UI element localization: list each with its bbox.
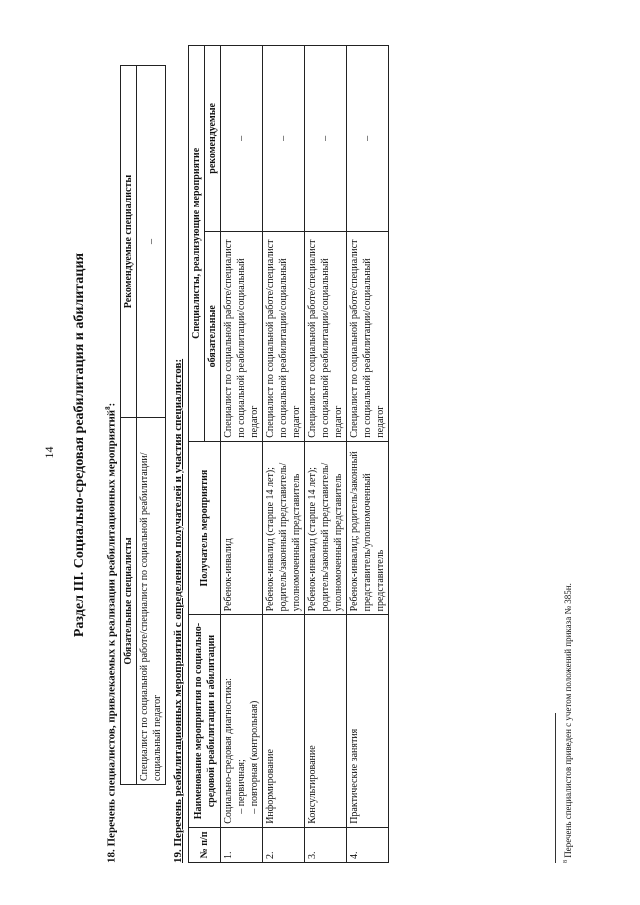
table-row (305, 46, 347, 863)
activities-table (188, 45, 389, 863)
row-activity-name: Консультирование (305, 615, 347, 827)
footnote-mark: 8 (563, 860, 569, 863)
footnote-divider (555, 713, 556, 863)
table-row (137, 66, 166, 785)
row-recipient: Ребенок-инвалид; родитель/законный представитель/уполномоченный представитель (347, 441, 389, 615)
row-activity-name: Практические занятия (347, 615, 389, 827)
section-title: Раздел III. Социально-средовая реабилитация и абилитация (72, 252, 87, 638)
row-activity-name: Информирование (263, 615, 305, 827)
header-recommended: рекомендуемые (205, 46, 221, 232)
page-number: 14 (42, 446, 56, 459)
activity-title: Социально-средовая диагностика: (223, 678, 234, 824)
footnote (563, 263, 573, 863)
row-recipient: Ребенок-инвалид (старше 14 лет); родитель/законный представитель/уполномоченный представитель (263, 441, 305, 615)
activity-subitem: – первичная; (236, 759, 247, 814)
row-recommended: – (221, 46, 263, 232)
heading-18 (104, 43, 118, 863)
row-recipient: Ребенок-инвалид (221, 441, 263, 615)
specialists-table (120, 65, 166, 785)
row-recommended: – (347, 46, 389, 232)
row-recommended: – (305, 46, 347, 232)
table-header-row (189, 46, 205, 863)
mandatory-specialists-cell: Специалист по социальной работе/специалист по социальной реабилитации/социальный педагог (137, 418, 166, 785)
header-mandatory-specialists: Обязательные специалисты (121, 418, 137, 785)
header-recommended-specialists: Рекомендуемые специалисты (121, 66, 137, 418)
table-row (263, 46, 305, 863)
heading-18-suffix: : (105, 402, 118, 407)
row-mandatory: Специалист по социальной работе/специалист по социальной реабилитации/социальный педагог (263, 231, 305, 441)
footnote-ref: 8 (104, 406, 112, 410)
header-mandatory: обязательные (205, 231, 221, 441)
recommended-specialists-cell: – (137, 66, 166, 418)
row-mandatory: Специалист по социальной работе/специалист по социальной реабилитации/социальный педагог (221, 231, 263, 441)
activity-subitem: – повторная (контрольная) (249, 700, 260, 814)
heading-18-text: 18. Перечень специалистов, привлекаемых к реализации реабилитационных мероприятий (105, 409, 118, 863)
footnote-text: Перечень специалистов приведен с учетом положений приказа № 385н. (563, 583, 573, 858)
row-mandatory: Специалист по социальной работе/специалист по социальной реабилитации/социальный педагог (347, 231, 389, 441)
header-activity-name: Наименование мероприятия по социально-средовой реабилитации и абилитации (189, 615, 221, 827)
table-row (221, 46, 263, 863)
row-recipient: Ребенок-инвалид (старше 14 лет); родитель/законный представитель/уполномоченный представитель (305, 441, 347, 615)
header-recipient: Получатель мероприятия (189, 441, 221, 615)
row-mandatory: Специалист по социальной работе/специалист по социальной реабилитации/социальный педагог (305, 231, 347, 441)
header-specialists: Специалисты, реализующие мероприятие (189, 46, 205, 442)
row-num: 3. (305, 827, 347, 862)
heading-19: 19. Перечень реабилитационных мероприятий с определением получателей и участия специалистов: (172, 358, 184, 863)
row-activity-name (221, 615, 263, 827)
row-recommended: – (263, 46, 305, 232)
row-num: 4. (347, 827, 389, 862)
table-row (347, 46, 389, 863)
table-header-row (121, 66, 137, 785)
header-num: № п/п (189, 827, 221, 862)
row-num: 2. (263, 827, 305, 862)
row-num: 1. (221, 827, 263, 862)
